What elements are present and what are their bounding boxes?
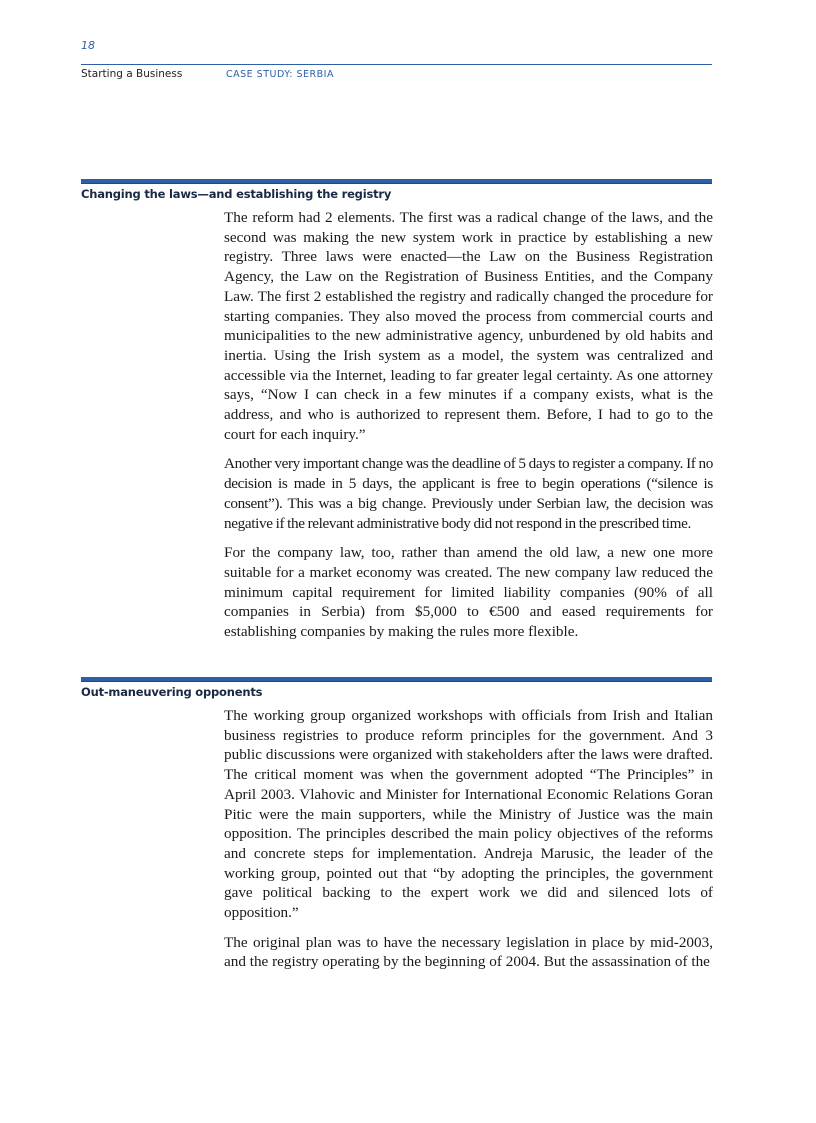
section-body (224, 208, 713, 652)
section-body (224, 706, 713, 982)
paragraph: The reform had 2 elements. The first was a radical change of the laws, and the second was making the new system work in practice by establishing a new registry. Three laws were enacted—the Law on the Business Registration Agency, the Law on the Registration of Business Entities, and the Company Law. The first 2 established the registry and radically changed the procedure for starting companies. They also moved the process from commercial courts and municipalities to the new administrative agency, unburdened by old habits and inertia. Using the Irish system as a model, the system was centralized and accessible via the Internet, leading to far greater legal certainty. As one attorney says, “Now I can check in a few minutes if a company exists, what is the address, and who is authorized to represent them. Before, I had to go to the court for each inquiry.” (224, 209, 713, 443)
section-divider (81, 179, 712, 184)
running-title: Starting a Business (81, 68, 183, 80)
paragraph: The working group organized workshops with officials from Irish and Italian business registries to produce reform principles for the government. And 3 public discussions were organized with stakeholders after the laws were drafted. The critical moment was when the government adopted “The Principles” in April 2003. Vlahovic and Minister for International Economic Relations Goran Pitic were the main supporters, while the Ministry of Justice was the main opposition. The principles described the main policy objectives of the reforms and concrete steps for implementation. Andreja Marusic, the leader of the working group, pointed out that “by adopting the principles, the government gave political backing to the expert work we did and silenced lots of opposition.” (224, 707, 713, 922)
section-heading: Out-maneuvering opponents (81, 685, 263, 699)
paragraph: The original plan was to have the necessary legislation in place by mid-2003, and the registry operating by the beginning of 2004. But the assassination of the (224, 933, 713, 971)
section-heading: Changing the laws—and establishing the registry (81, 187, 392, 201)
paragraph: Another very important change was the deadline of 5 days to register a company. If no decision is made in 5 days, the applicant is free to begin operations (“silence is consent”). This was a big change. Previously under Serbian law, the decision was negative if the relevant administrative body did not respond in the prescribed time. (224, 455, 713, 532)
paragraph: For the company law, too, rather than amend the old law, a new one more suitable for a market economy was created. The new company law reduced the minimum capital requirement for limited liability companies (90% of all companies in Serbia) from $5,000 to €500 and eased requirements for establishing companies by making the rules more flexible. (224, 544, 713, 641)
page-number: 18 (81, 39, 95, 52)
running-section-title: CASE STUDY: SERBIA (226, 69, 334, 80)
section-divider (81, 677, 712, 682)
header-rule (81, 64, 712, 65)
